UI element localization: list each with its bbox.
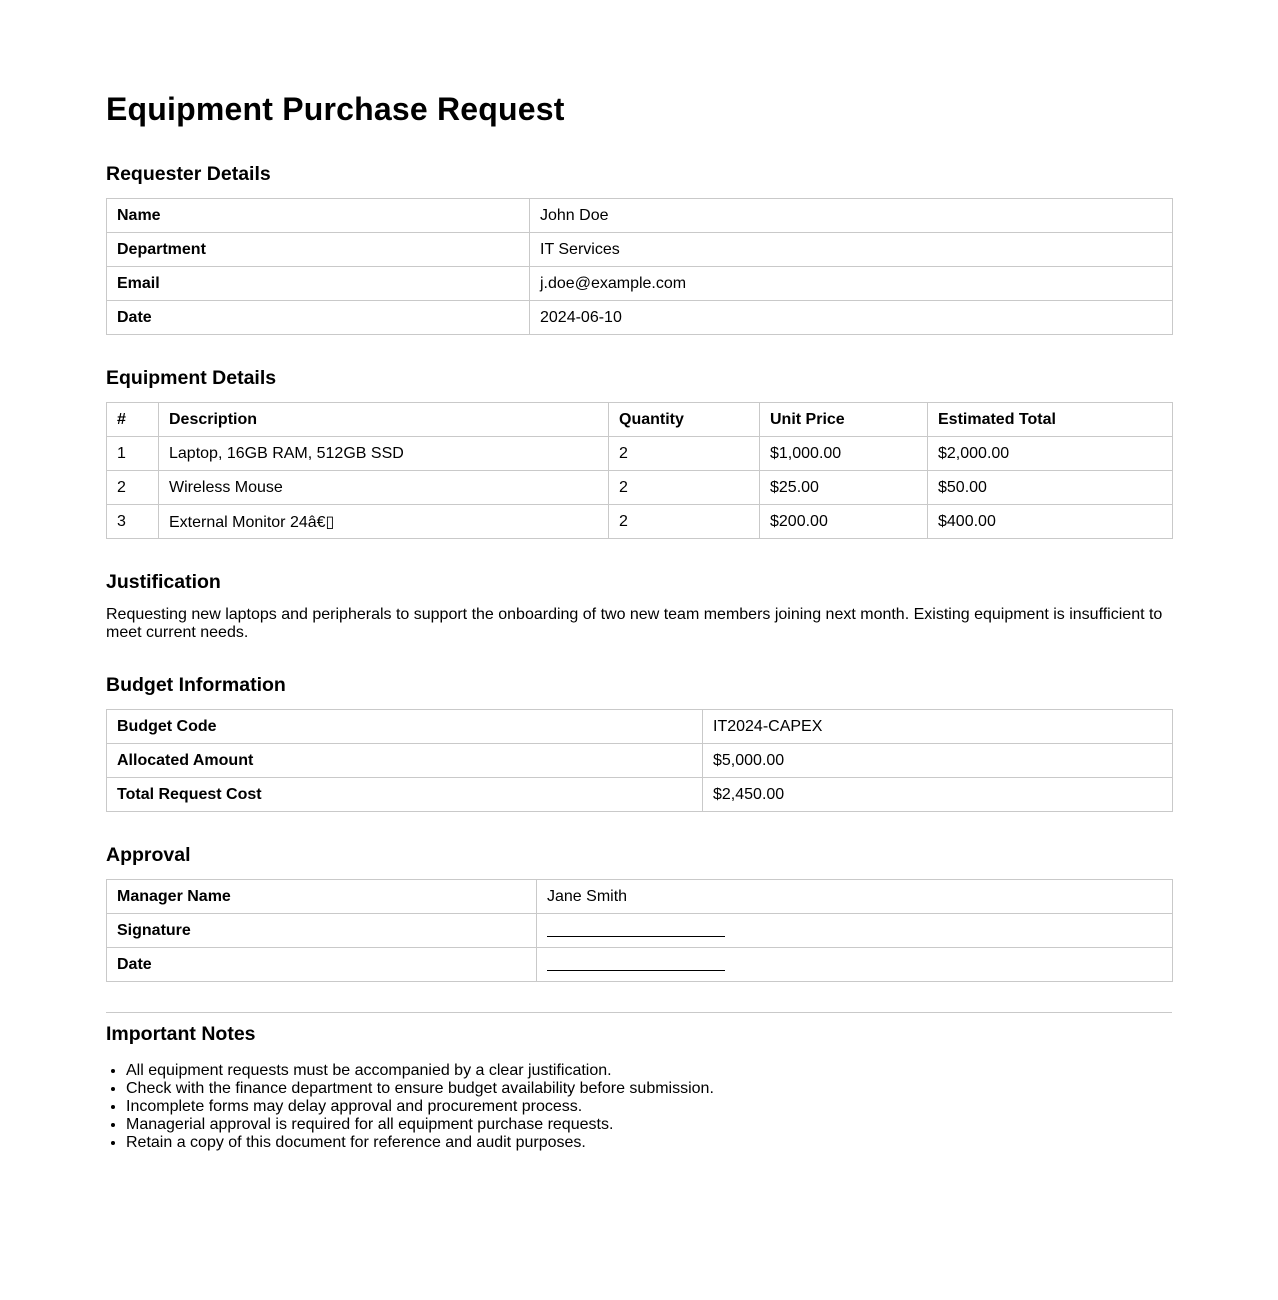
table-row — [107, 301, 1173, 335]
budget-code-value: IT2024-CAPEX — [703, 710, 1173, 744]
manager-name-label: Manager Name — [107, 880, 537, 914]
approval-table — [106, 879, 1173, 982]
list-item: • All equipment requests must be accompanied by a clear justification. — [126, 1062, 1172, 1080]
notes-list — [106, 1062, 1172, 1152]
item-unit-price: $200.00 — [760, 505, 928, 539]
table-row — [107, 710, 1173, 744]
item-number: 3 — [107, 505, 159, 539]
budget-heading: Budget Information — [106, 674, 286, 696]
requester-date-value: 2024-06-10 — [530, 301, 1173, 335]
requester-department-value: IT Services — [530, 233, 1173, 267]
total-request-cost-value: $2,450.00 — [703, 778, 1173, 812]
item-unit-price: $1,000.00 — [760, 437, 928, 471]
column-header-unit-price: Unit Price — [760, 403, 928, 437]
budget-code-label: Budget Code — [107, 710, 703, 744]
section-divider — [106, 1012, 1172, 1013]
signature-line[interactable] — [547, 936, 725, 937]
item-estimated-total: $50.00 — [928, 471, 1173, 505]
table-row — [107, 505, 1173, 539]
justification-text: Requesting new laptops and peripherals to support the onboarding of two new team members joining next month. Existing equipment is insufficient to meet current needs. — [106, 606, 1163, 641]
list-item: • Managerial approval is required for all equipment purchase requests. — [126, 1116, 1172, 1134]
requester-department-label: Department — [107, 233, 530, 267]
item-quantity: 2 — [609, 471, 760, 505]
notes-heading: Important Notes — [106, 1023, 256, 1045]
justification-heading: Justification — [106, 571, 221, 593]
table-row — [107, 471, 1173, 505]
allocated-amount-label: Allocated Amount — [107, 744, 703, 778]
allocated-amount-value: $5,000.00 — [703, 744, 1173, 778]
total-request-cost-label: Total Request Cost — [107, 778, 703, 812]
list-item: • Check with the finance department to ensure budget availability before submission. — [126, 1080, 1172, 1098]
table-row — [107, 437, 1173, 471]
column-header-quantity: Quantity — [609, 403, 760, 437]
equipment-table — [106, 402, 1173, 539]
table-row — [107, 199, 1173, 233]
item-estimated-total: $400.00 — [928, 505, 1173, 539]
column-header-number: # — [107, 403, 159, 437]
approval-heading: Approval — [106, 844, 191, 866]
item-quantity: 2 — [609, 437, 760, 471]
table-row — [107, 914, 1173, 948]
signature-label: Signature — [107, 914, 537, 948]
signature-cell[interactable] — [537, 914, 1173, 948]
item-description: Laptop, 16GB RAM, 512GB SSD — [159, 437, 609, 471]
item-number: 2 — [107, 471, 159, 505]
item-estimated-total: $2,000.00 — [928, 437, 1173, 471]
list-item: • Retain a copy of this document for reference and audit purposes. — [126, 1134, 1172, 1152]
item-unit-price: $25.00 — [760, 471, 928, 505]
column-header-estimated-total: Estimated Total — [928, 403, 1173, 437]
table-row — [107, 880, 1173, 914]
page-title: Equipment Purchase Request — [106, 91, 565, 127]
equipment-heading: Equipment Details — [106, 367, 277, 389]
requester-name-label: Name — [107, 199, 530, 233]
requester-name-value: John Doe — [530, 199, 1173, 233]
table-row — [107, 948, 1173, 982]
table-row — [107, 267, 1173, 301]
requester-date-label: Date — [107, 301, 530, 335]
column-header-description: Description — [159, 403, 609, 437]
requester-email-label: Email — [107, 267, 530, 301]
requester-email-value: j.doe@example.com — [530, 267, 1173, 301]
table-row — [107, 778, 1173, 812]
date-line[interactable] — [547, 970, 725, 971]
approval-date-label: Date — [107, 948, 537, 982]
budget-table — [106, 709, 1173, 812]
item-number: 1 — [107, 437, 159, 471]
list-item: • Incomplete forms may delay approval and procurement process. — [126, 1098, 1172, 1116]
manager-name-value: Jane Smith — [537, 880, 1173, 914]
requester-heading: Requester Details — [106, 163, 271, 185]
item-description: Wireless Mouse — [159, 471, 609, 505]
requester-table — [106, 198, 1173, 335]
table-row — [107, 744, 1173, 778]
item-quantity: 2 — [609, 505, 760, 539]
table-row — [107, 233, 1173, 267]
approval-date-cell[interactable] — [537, 948, 1173, 982]
item-description: External Monitor 24â€▯ — [159, 505, 609, 539]
table-header-row — [107, 403, 1173, 437]
